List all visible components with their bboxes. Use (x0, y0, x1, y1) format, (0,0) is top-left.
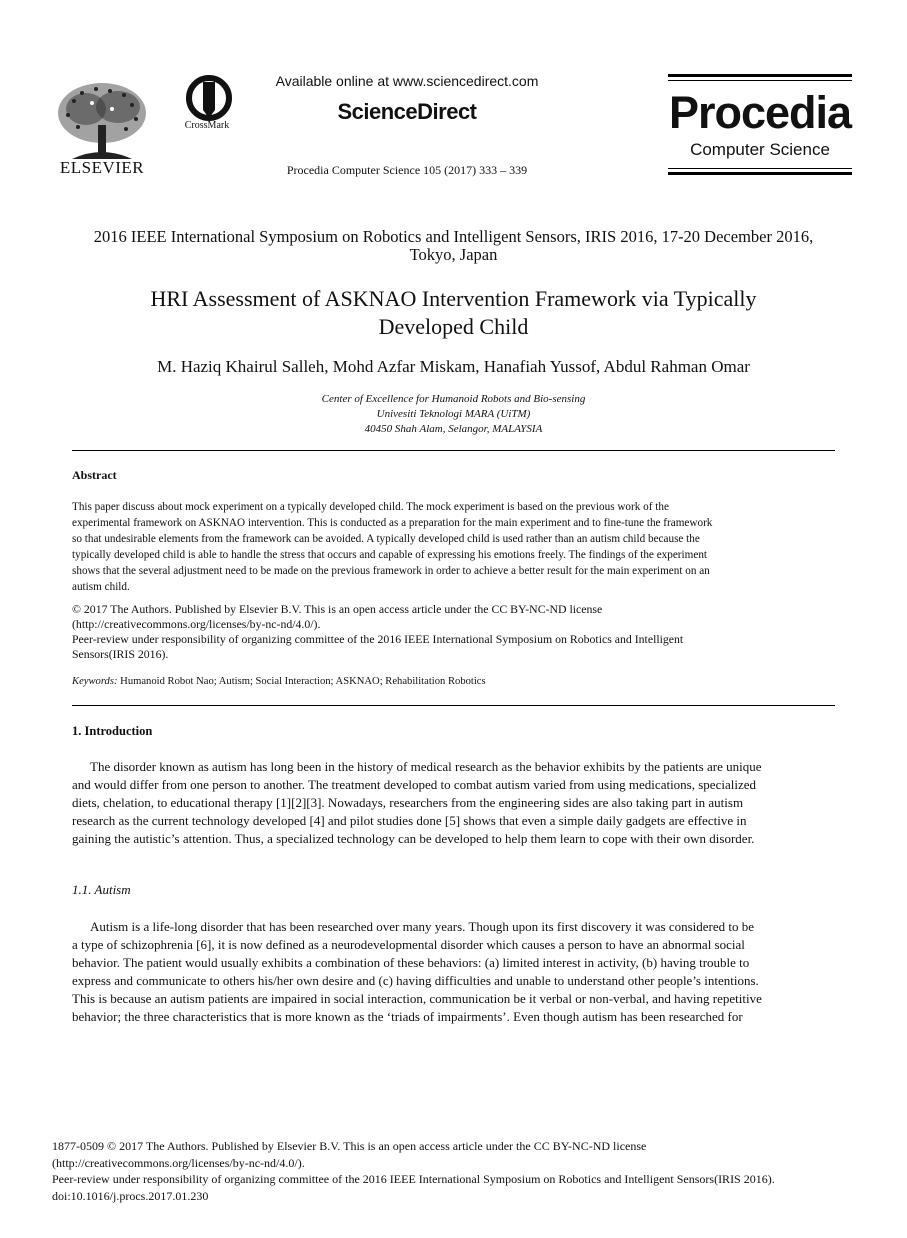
paragraph-line: express and communicate to others his/her own desire and (c) having difficulties and unable to understand other people’s intentions. (72, 973, 759, 988)
crossmark-label: CrossMark (184, 120, 230, 131)
introduction-paragraph (72, 758, 835, 848)
paragraph-line: a type of schizophrenia [6], it is now defined as a neurodevelopmental disorder which causes a person to have an abnormal social (72, 937, 745, 952)
divider (72, 705, 835, 706)
conference-line: Tokyo, Japan (409, 245, 498, 264)
title-line: Developed Child (378, 314, 529, 339)
authors: M. Haziq Khairul Salleh, Mohd Azfar Miskam, Hanafiah Yussof, Abdul Rahman Omar (157, 357, 750, 376)
peer-review-statement (72, 632, 835, 662)
paragraph-line: and would differ from one person to another. The treatment developed to combat autism varied from using medications, specialized (72, 777, 756, 792)
keywords (72, 676, 835, 687)
footer-license: 1877-0509 © 2017 The Authors. Published by Elsevier B.V. This is an open access article under the CC BY-NC-ND license (52, 1139, 647, 1153)
footer-doi[interactable]: doi:10.1016/j.procs.2017.01.230 (52, 1188, 209, 1203)
abstract-line: This paper discuss about mock experiment on a typically developed child. The mock experiment is based on the previous work of the (72, 501, 669, 513)
keywords-list: Humanoid Robot Nao; Autism; Social Interaction; ASKNAO; Rehabilitation Robotics (120, 676, 486, 687)
procedia-rule-top-thin (668, 80, 852, 81)
abstract-line: autism child. (72, 581, 130, 593)
section-heading-introduction: 1. Introduction (72, 724, 153, 738)
conference-line: 2016 IEEE International Symposium on Robotics and Intelligent Sensors, IRIS 2016, 17-20 December 2016, (93, 227, 814, 246)
journal-citation: Procedia Computer Science 105 (2017) 333 – 339 (286, 163, 528, 177)
abstract-line: experimental framework on ASKNAO intervention. This is conducted as a preparation for the main experiment and to fine-tune the framework (72, 517, 713, 529)
paragraph-line: Autism is a life-long disorder that has been researched over many years. Though upon its first discovery it was considered to be (90, 919, 755, 934)
affiliation-line: Center of Excellence for Humanoid Robots and Bio-sensing (321, 393, 586, 405)
elsevier-wordmark: ELSEVIER (59, 158, 145, 177)
keywords-label: Keywords: (72, 676, 118, 687)
affiliation-line: 40450 Shah Alam, Selangor, MALAYSIA (364, 423, 543, 435)
procedia-title: Procedia (668, 87, 852, 138)
title-line: HRI Assessment of ASKNAO Intervention Framework via Typically (150, 286, 757, 311)
footer (52, 1138, 852, 1204)
procedia-rule-bottom (668, 172, 852, 175)
license-statement (72, 602, 835, 632)
subsection-heading-autism: 1.1. Autism (72, 882, 131, 897)
paragraph-line: The disorder known as autism has long been in the history of medical research as the behavior exhibits by the patients are unique (90, 759, 762, 774)
divider (72, 450, 835, 451)
procedia-subtitle: Computer Science (690, 140, 830, 159)
peer-review-line: Peer-review under responsibility of organizing committee of the 2016 IEEE International Symposium on Robotics and Intelligent (72, 632, 684, 646)
abstract-line: so that undesirable elements from the framework can be avoided. A typically developed child is used rather than an autism child because the (72, 533, 700, 545)
conference-info (56, 228, 851, 264)
available-online[interactable]: Available online at www.sciencedirect.com (275, 73, 539, 89)
abstract-line: shows that the several adjustment need to be made on the previous framework in order to achieve a better result for the main experiment on an (72, 565, 710, 577)
license-link[interactable]: (http://creativecommons.org/licenses/by-nc-nd/4.0/). (72, 617, 321, 631)
footer-peer-review: Peer-review under responsibility of organizing committee of the 2016 IEEE International Symposium on Robotics and Intelligent Sensors(IRIS 2016). (52, 1172, 775, 1186)
abstract-heading: Abstract (72, 468, 117, 482)
procedia-rule-top (668, 74, 852, 77)
paragraph-line: gaining the autistic’s attention. Thus, a specialized technology can be developed to help them learn to cope with their own disorder. (72, 831, 755, 846)
paragraph-line: research as the current technology developed [4] and pilot studies done [5] shows that even a simple daily gadgets are effective in (72, 813, 747, 828)
abstract-line: typically developed child is able to handle the stress that occurs and capable of expressing his emotions freely. The findings of the experiment (72, 549, 708, 561)
affiliation-line: Univesiti Teknologi MARA (UiTM) (376, 408, 531, 420)
sciencedirect-logo: ScienceDirect (337, 99, 477, 124)
paragraph-line: behavior; the three characteristics that is more known as the ‘triads of impairments’. Even though autism has been researched for (72, 1009, 743, 1024)
footer-license-link[interactable]: (http://creativecommons.org/licenses/by-nc-nd/4.0/). (52, 1155, 305, 1170)
license-line: © 2017 The Authors. Published by Elsevier B.V. This is an open access article under the CC BY-NC-ND license (72, 602, 603, 616)
abstract-body (72, 499, 835, 595)
procedia-logo (668, 74, 852, 178)
paragraph-line: diets, chelation, to educational therapy [1][2][3]. Nowadays, researchers from the engineering sides are also taking part in autism (72, 795, 744, 810)
paper-title (56, 285, 851, 341)
paragraph-line: behavior. The patient would usually exhibits a combination of these behaviors: (a) limited interest in activity, (b) having trouble to (72, 955, 750, 970)
procedia-rule-bottom-thin (668, 168, 852, 169)
peer-review-line: Sensors(IRIS 2016). (72, 647, 169, 661)
affiliation (56, 392, 851, 437)
paragraph-line: This is because an autism patients are impaired in social interaction, communication be it verbal or non-verbal, and having repetitive (72, 991, 762, 1006)
autism-paragraph (72, 918, 835, 1026)
